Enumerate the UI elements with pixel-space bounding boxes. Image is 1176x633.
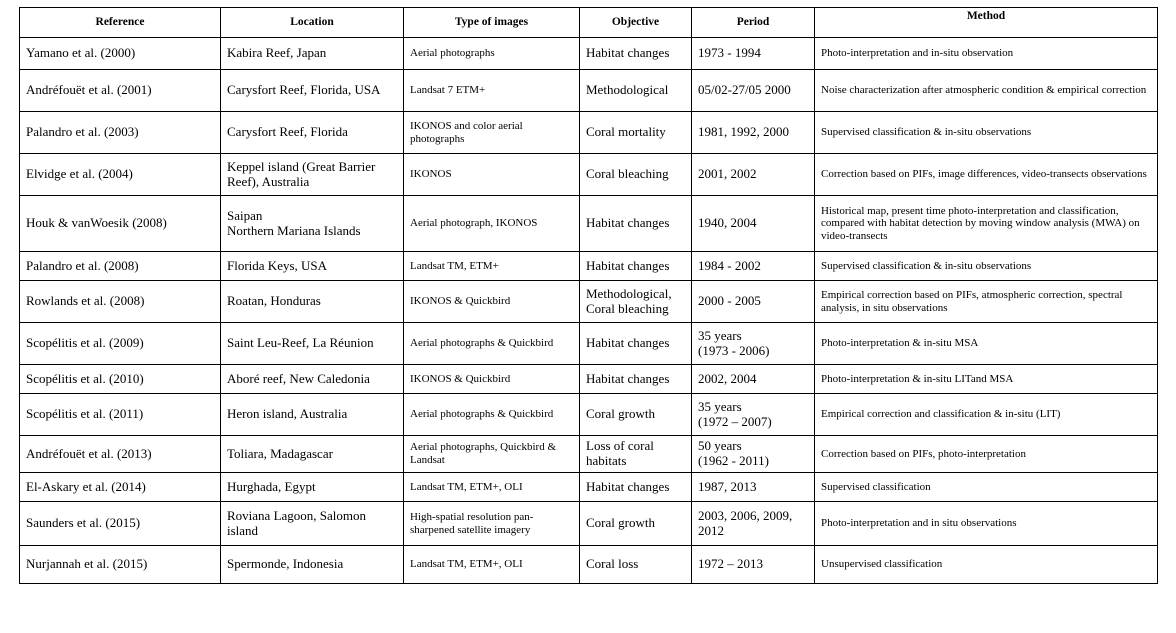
- table-row: [20, 436, 1158, 473]
- table-row: [20, 473, 1158, 502]
- header-type-of-images: Type of images: [404, 8, 580, 38]
- cell-reference: Rowlands et al. (2008): [20, 281, 221, 323]
- cell-type-of-images: Aerial photographs: [404, 38, 580, 70]
- cell-method: Supervised classification & in-situ observations: [815, 252, 1158, 281]
- cell-period: 1984 - 2002: [692, 252, 815, 281]
- cell-objective: Habitat changes: [580, 38, 692, 70]
- cell-location: Heron island, Australia: [221, 394, 404, 436]
- cell-period: 05/02-27/05 2000: [692, 70, 815, 112]
- cell-reference: Scopélitis et al. (2010): [20, 365, 221, 394]
- cell-type-of-images: Aerial photographs & Quickbird: [404, 394, 580, 436]
- cell-location: Kabira Reef, Japan: [221, 38, 404, 70]
- cell-objective: Coral mortality: [580, 112, 692, 154]
- literature-table: [19, 7, 1158, 584]
- cell-period: 50 years (1962 - 2011): [692, 436, 815, 473]
- cell-location: Saint Leu-Reef, La Réunion: [221, 323, 404, 365]
- cell-objective: Habitat changes: [580, 365, 692, 394]
- cell-type-of-images: IKONOS and color aerial photographs: [404, 112, 580, 154]
- cell-period: 2000 - 2005: [692, 281, 815, 323]
- cell-type-of-images: High-spatial resolution pan-sharpened satellite imagery: [404, 502, 580, 546]
- cell-location: Aboré reef, New Caledonia: [221, 365, 404, 394]
- cell-reference: Scopélitis et al. (2011): [20, 394, 221, 436]
- cell-period: 35 years (1973 - 2006): [692, 323, 815, 365]
- cell-objective: Habitat changes: [580, 252, 692, 281]
- cell-period: 2001, 2002: [692, 154, 815, 196]
- cell-objective: Methodological, Coral bleaching: [580, 281, 692, 323]
- cell-location: Spermonde, Indonesia: [221, 546, 404, 584]
- cell-method: Unsupervised classification: [815, 546, 1158, 584]
- cell-reference: Saunders et al. (2015): [20, 502, 221, 546]
- cell-method: Empirical correction and classification & in-situ (LIT): [815, 394, 1158, 436]
- cell-method: Photo-interpretation & in-situ MSA: [815, 323, 1158, 365]
- cell-location: Carysfort Reef, Florida: [221, 112, 404, 154]
- cell-method: Photo-interpretation and in situ observations: [815, 502, 1158, 546]
- cell-type-of-images: IKONOS & Quickbird: [404, 281, 580, 323]
- cell-period: 1987, 2013: [692, 473, 815, 502]
- table-body: [20, 38, 1158, 584]
- table-row: [20, 154, 1158, 196]
- cell-location: Carysfort Reef, Florida, USA: [221, 70, 404, 112]
- header-period: Period: [692, 8, 815, 38]
- cell-reference: Elvidge et al. (2004): [20, 154, 221, 196]
- cell-method: Empirical correction based on PIFs, atmospheric correction, spectral analysis, in situ observations: [815, 281, 1158, 323]
- cell-method: Historical map, present time photo-interpretation and classification, compared with habitat detection by moving window analysis (MWA) on video-transects: [815, 196, 1158, 252]
- cell-objective: Loss of coral habitats: [580, 436, 692, 473]
- cell-reference: Andréfouët et al. (2001): [20, 70, 221, 112]
- cell-location: Keppel island (Great Barrier Reef), Australia: [221, 154, 404, 196]
- cell-type-of-images: IKONOS: [404, 154, 580, 196]
- cell-location: Roviana Lagoon, Salomon island: [221, 502, 404, 546]
- cell-method: Photo-interpretation and in-situ observation: [815, 38, 1158, 70]
- cell-period: 1940, 2004: [692, 196, 815, 252]
- cell-reference: Yamano et al. (2000): [20, 38, 221, 70]
- cell-location: Roatan, Honduras: [221, 281, 404, 323]
- header-row: [20, 8, 1158, 38]
- cell-method: Correction based on PIFs, photo-interpretation: [815, 436, 1158, 473]
- table-row: [20, 112, 1158, 154]
- cell-period: 35 years (1972 – 2007): [692, 394, 815, 436]
- header-location: Location: [221, 8, 404, 38]
- cell-reference: El-Askary et al. (2014): [20, 473, 221, 502]
- cell-location: Florida Keys, USA: [221, 252, 404, 281]
- table-row: [20, 281, 1158, 323]
- cell-objective: Habitat changes: [580, 323, 692, 365]
- cell-period: 1973 - 1994: [692, 38, 815, 70]
- cell-objective: Coral loss: [580, 546, 692, 584]
- cell-method: Noise characterization after atmospheric condition & empirical correction: [815, 70, 1158, 112]
- cell-reference: Nurjannah et al. (2015): [20, 546, 221, 584]
- cell-objective: Methodological: [580, 70, 692, 112]
- table-row: [20, 323, 1158, 365]
- cell-type-of-images: Landsat TM, ETM+: [404, 252, 580, 281]
- cell-reference: Scopélitis et al. (2009): [20, 323, 221, 365]
- cell-method: Supervised classification & in-situ observations: [815, 112, 1158, 154]
- cell-period: 1972 – 2013: [692, 546, 815, 584]
- cell-type-of-images: Landsat TM, ETM+, OLI: [404, 473, 580, 502]
- cell-period: 2002, 2004: [692, 365, 815, 394]
- cell-objective: Coral growth: [580, 394, 692, 436]
- header-method: Method: [815, 8, 1158, 38]
- header-reference: Reference: [20, 8, 221, 38]
- table-row: [20, 365, 1158, 394]
- cell-type-of-images: Aerial photographs & Quickbird: [404, 323, 580, 365]
- cell-location: Hurghada, Egypt: [221, 473, 404, 502]
- cell-objective: Habitat changes: [580, 473, 692, 502]
- table-row: [20, 252, 1158, 281]
- cell-type-of-images: IKONOS & Quickbird: [404, 365, 580, 394]
- cell-reference: Houk & vanWoesik (2008): [20, 196, 221, 252]
- cell-location: Saipan Northern Mariana Islands: [221, 196, 404, 252]
- table-row: [20, 196, 1158, 252]
- cell-objective: Coral growth: [580, 502, 692, 546]
- table-row: [20, 38, 1158, 70]
- header-objective: Objective: [580, 8, 692, 38]
- cell-type-of-images: Aerial photograph, IKONOS: [404, 196, 580, 252]
- cell-period: 1981, 1992, 2000: [692, 112, 815, 154]
- cell-period: 2003, 2006, 2009, 2012: [692, 502, 815, 546]
- cell-method: Photo-interpretation & in-situ LITand MSA: [815, 365, 1158, 394]
- cell-type-of-images: Landsat 7 ETM+: [404, 70, 580, 112]
- table-row: [20, 546, 1158, 584]
- cell-method: Correction based on PIFs, image differences, video-transects observations: [815, 154, 1158, 196]
- cell-reference: Andréfouët et al. (2013): [20, 436, 221, 473]
- cell-reference: Palandro et al. (2008): [20, 252, 221, 281]
- table-row: [20, 394, 1158, 436]
- cell-objective: Habitat changes: [580, 196, 692, 252]
- cell-location: Toliara, Madagascar: [221, 436, 404, 473]
- cell-type-of-images: Aerial photographs, Quickbird & Landsat: [404, 436, 580, 473]
- table-row: [20, 502, 1158, 546]
- cell-method: Supervised classification: [815, 473, 1158, 502]
- cell-reference: Palandro et al. (2003): [20, 112, 221, 154]
- table-row: [20, 70, 1158, 112]
- cell-objective: Coral bleaching: [580, 154, 692, 196]
- cell-type-of-images: Landsat TM, ETM+, OLI: [404, 546, 580, 584]
